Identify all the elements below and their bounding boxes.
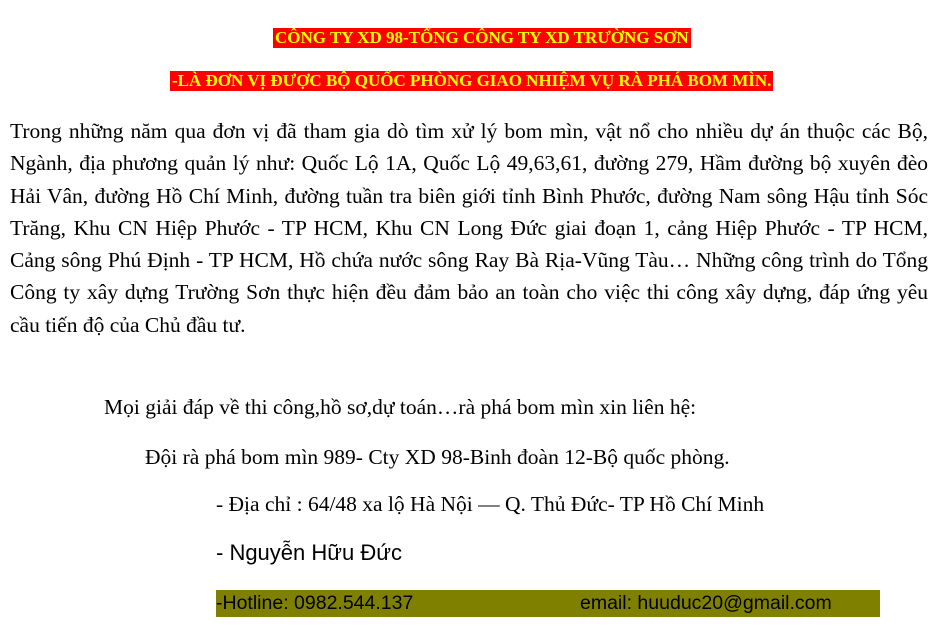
hotline-bar xyxy=(216,590,880,617)
team-name: Đội rà phá bom mìn 989- Cty XD 98-Binh đoàn 12-Bộ quốc phòng. xyxy=(145,445,730,469)
contact-person: - Nguyễn Hữu Đức xyxy=(216,540,402,565)
contact-intro: Mọi giải đáp về thi công,hồ sơ,dự toán…rà phá bom mìn xin liên hệ: xyxy=(104,395,697,419)
company-subtitle: -LÀ ĐƠN VỊ ĐƯỢC BỘ QUỐC PHÒNG GIAO NHIỆM VỤ RÀ PHÁ BOM MÌN. xyxy=(172,71,772,90)
email-address: email: huuduc20@gmail.com xyxy=(580,592,832,614)
address-line: - Địa chỉ : 64/48 xa lộ Hà Nội — Q. Thủ Đức- TP Hồ Chí Minh xyxy=(216,492,765,516)
company-title: CÔNG TY XD 98-TỔNG CÔNG TY XD TRƯỜNG SƠN xyxy=(275,28,689,47)
body-paragraph: Trong những năm qua đơn vị đã tham gia dò tìm xử lý bom mìn, vật nổ cho nhiều dự án thuộc các Bộ, Ngành, địa phương quản lý như: Quốc Lộ 1A, Quốc Lộ 49,63,61, đường 279, Hầm đường bộ xuyên đèo Hải Vân, đường Hồ Chí Minh, đường tuần tra biên giới tỉnh Bình Phước, đường Nam sông Hậu tỉnh Sóc Trăng, Khu CN Hiệp Phước - TP HCM, Khu CN Long Đức giai đoạn 1, cảng Hiệp Phước - TP HCM, Cảng sông Phú Định - TP HCM, Hồ chứa nước sông Ray Bà Rịa-Vũng Tàu… Những công trình do Tổng Công ty xây dựng Trường Sơn thực hiện đều đảm bảo an toàn cho việc thi công xây dựng, đáp ứng yêu cầu tiến độ của Chủ đầu tư. xyxy=(10,119,928,337)
hotline-number: -Hotline: 0982.544.137 xyxy=(216,592,414,614)
